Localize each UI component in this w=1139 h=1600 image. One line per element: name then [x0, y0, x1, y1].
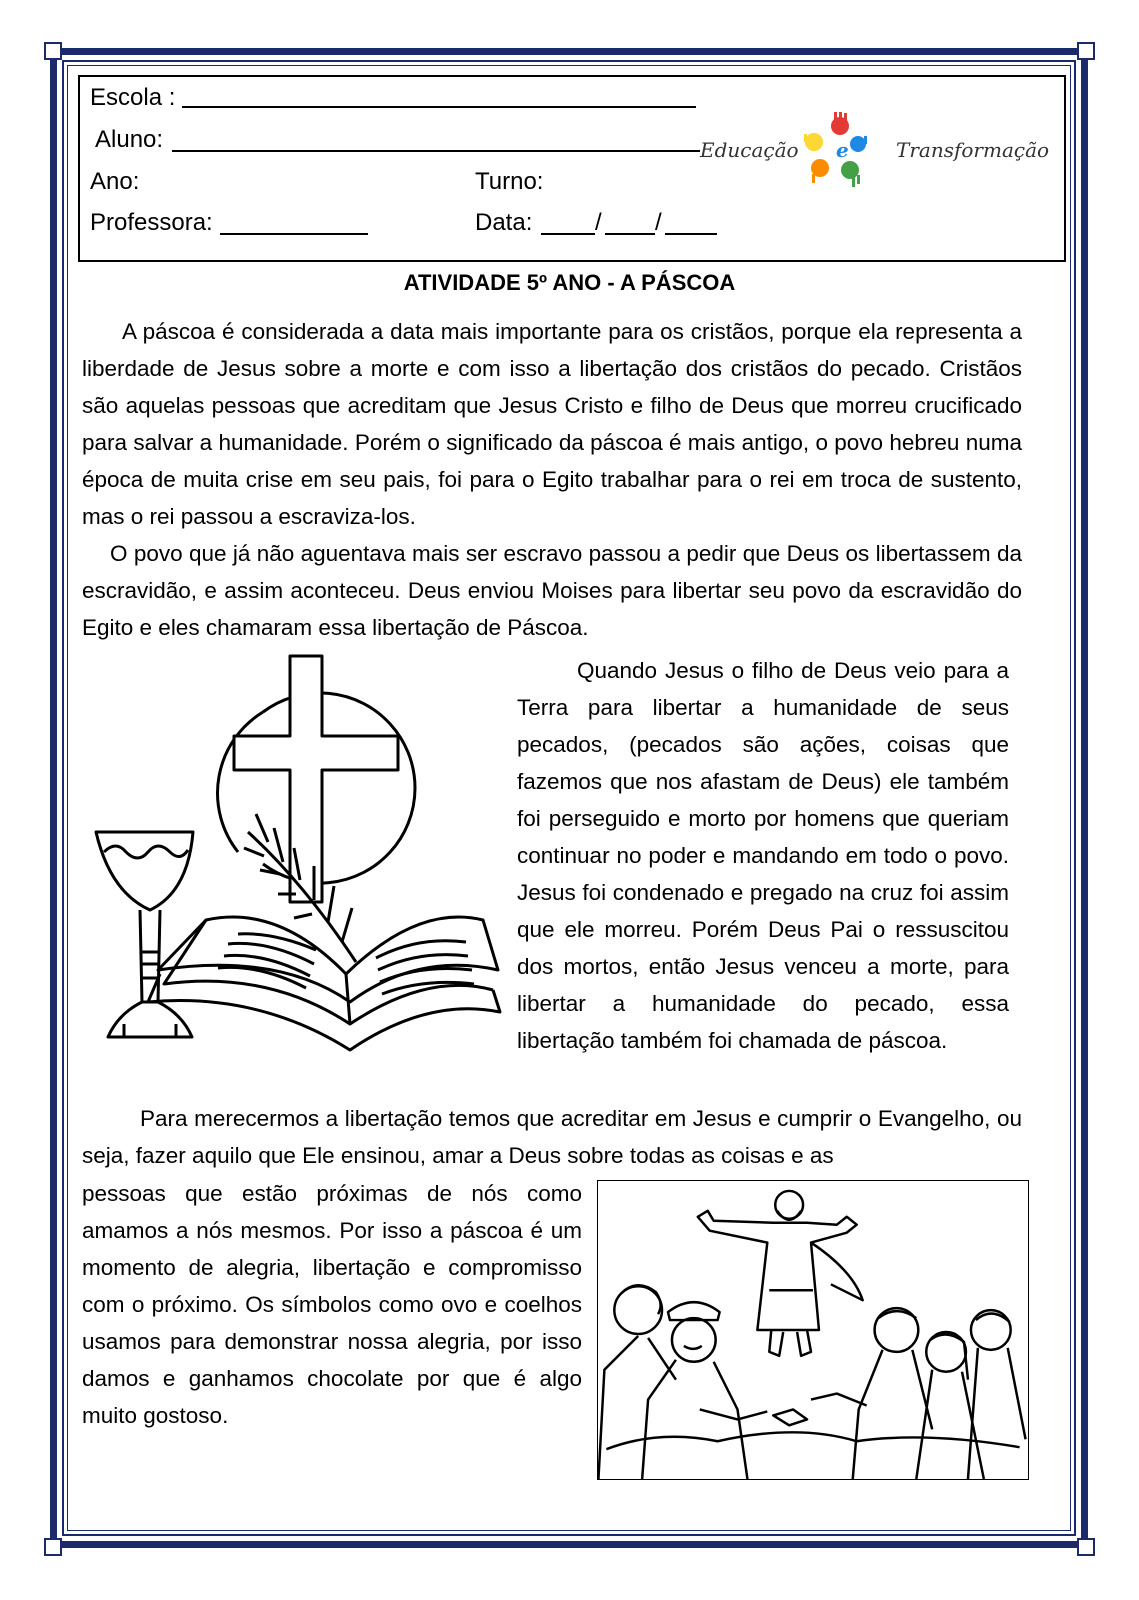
ano-label: Ano:: [90, 168, 140, 195]
educacao-transformacao-logo: [700, 112, 1050, 190]
corner-ornament-tr: [1077, 42, 1095, 60]
turno-label: Turno:: [475, 168, 544, 195]
logo-text-transformacao: Transformação: [896, 138, 1050, 162]
logo-text-e: e: [836, 138, 849, 162]
escola-field[interactable]: [182, 106, 696, 108]
corner-ornament-br: [1077, 1538, 1095, 1556]
paragraph-3: Quando Jesus o filho de Deus veio para a Terra para libertar a humanidade de seus pecados, (pecados são ações, coisas que fazemos que nos afastam de Deus) ele também foi perseguido e morto por homens que queriam continuar no poder e mandando em todo o povo. Jesus foi condenado e pregado na cruz foi assim que ele morreu. Porém Deus Pai o ressuscitou dos mortos, então Jesus venceu a morte, para libertar a humanidade do pecado, essa libertação também foi chamada de páscoa.: [517, 658, 1009, 1053]
text-block-jesus: [517, 652, 1009, 1059]
data-day-field[interactable]: [541, 233, 595, 235]
corner-ornament-tl: [44, 42, 62, 60]
paragraph-2: O povo que já não aguentava mais ser escravo passou a pedir que Deus os libertassem da escravidão, e assim aconteceu. Deus enviou Moises para libertar seu povo da escravidão do Egito e eles chamaram essa libertação de Páscoa.: [82, 541, 1022, 640]
data-separator-1: /: [595, 209, 602, 236]
professora-label: Professora:: [90, 209, 213, 236]
aluno-field[interactable]: [172, 150, 700, 152]
data-year-field[interactable]: [665, 233, 717, 235]
professora-field[interactable]: [220, 233, 368, 235]
text-block-libertacao: [82, 1100, 1022, 1174]
corner-ornament-bl: [44, 1538, 62, 1556]
text-block-alegria: [82, 1175, 582, 1434]
logo-text-educacao: Educação: [700, 138, 799, 162]
text-block-intro: [82, 313, 1022, 646]
paragraph-4: Para merecermos a libertação temos que acreditar em Jesus e cumprir o Evangelho, ou seja, fazer aquilo que Ele ensinou, amar a Deus sobre todas as coisas e as: [82, 1106, 1022, 1168]
escola-label: Escola :: [90, 84, 176, 111]
paragraph-1: A páscoa é considerada a data mais importante para os cristãos, porque ela representa a liberdade de Jesus sobre a morte e com isso a libertação dos cristãos do pecado. Cristãos são aquelas pessoas que acreditam que Jesus Cristo e filho de Deus que morreu crucificado para salvar a humanidade. Porém o significado da páscoa é mais antigo, o povo hebreu numa época de muita crise em seu pais, foi para o Egito trabalhar para o rei em troca de sustento, mas o rei passou a escraviza-los.: [82, 319, 1022, 529]
data-separator-2: /: [655, 209, 662, 236]
page-title: ATIVIDADE 5º ANO - A PÁSCOA: [403, 270, 736, 295]
paragraph-5: pessoas que estão próximas de nós como amamos a nós mesmos. Por isso a páscoa é um momento de alegria, libertação e compromisso com o próximo. Os símbolos como ovo e coelhos usamos para demonstrar nossa alegria, por isso damos e ganhamos chocolate por que é algo muito gostoso.: [82, 1181, 582, 1428]
aluno-label: Aluno:: [95, 126, 164, 153]
data-label: Data:: [475, 209, 533, 236]
cross-chalice-book-illustration: [88, 652, 503, 1082]
resurrection-scene-illustration: [597, 1180, 1029, 1480]
data-month-field[interactable]: [605, 233, 655, 235]
